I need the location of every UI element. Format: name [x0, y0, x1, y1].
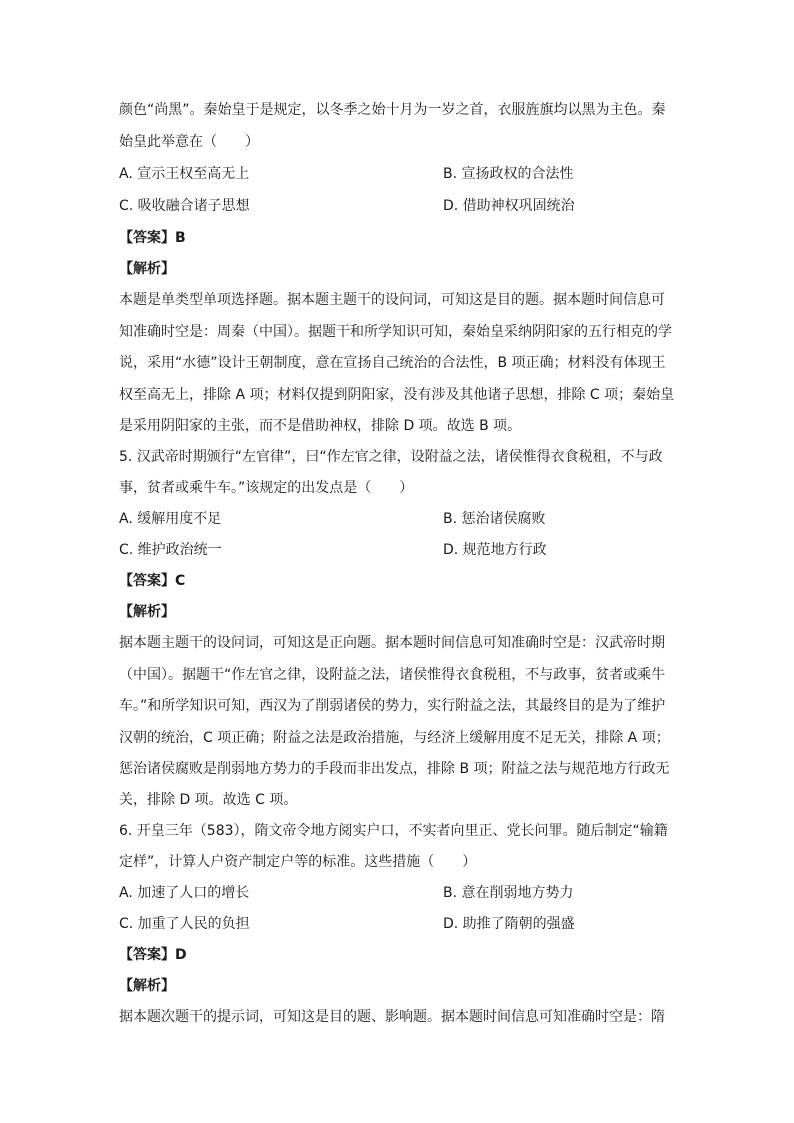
option-d: D. 借助神权巩固统治 [443, 198, 575, 214]
analysis-label: 【解析】 [119, 978, 175, 994]
analysis-line: 车。”和所学知识可知，西汉为了削弱诸侯的势力，实行附益之法，其最终目的是为了维护 [119, 698, 666, 714]
option-c: C. 吸收融合诸子思想 [119, 198, 250, 214]
question-5-stem: 5. 汉武帝时期颁行“左官律”，曰“作左官之律，设附益之法，诸侯惟得衣食税租，不与政 [119, 449, 663, 465]
option-b: B. 意在削弱地方势力 [443, 885, 574, 901]
option-a: A. 加速了人口的增长 [119, 885, 250, 901]
option-d: D. 助推了隋朝的强盛 [443, 916, 575, 932]
analysis-line: 据本题主题干的设问词，可知这是正向题。据本题时间信息可知准确时空是：汉武帝时期 [119, 635, 665, 651]
analysis-line: 本题是单类型单项选择题。据本题主题干的设问词，可知这是目的题。据本题时间信息可 [119, 292, 665, 308]
analysis-label: 【解析】 [119, 604, 175, 620]
question-6-stem: 6. 开皇三年（583），隋文帝令地方阅实户口，不实者向里正、党长问罪。随后制定“输籍 [119, 823, 668, 839]
stem-line: 颜色“尚黑”。秦始皇于是规定，以冬季之始十月为一岁之首，衣服旌旗均以黑为主色。秦 [119, 102, 666, 118]
analysis-line: 说，采用“水德”设计王朝制度，意在宣扬自己统治的合法性，B 项正确；材料没有体现王 [119, 355, 666, 371]
analysis-line: 知准确时空是：周秦（中国）。据题干和所学知识可知，秦始皇采纳阴阳家的五行相克的学 [119, 324, 672, 340]
option-c: C. 加重了人民的负担 [119, 916, 250, 932]
option-b: B. 惩治诸侯腐败 [443, 511, 546, 527]
analysis-line: 据本题次题干的提示词，可知这是目的题、影响题。据本题时间信息可知准确时空是：隋 [119, 1009, 665, 1025]
analysis-line: 惩治诸侯腐败是削弱地方势力的手段而非出发点，排除 B 项；附益之法与规范地方行政无 [119, 761, 670, 777]
analysis-line: 汉朝的统治，C 项正确；附益之法是政治措施，与经济上缓解用度不足无关，排除 A 项； [119, 730, 670, 746]
answer-label: 【答案】B [119, 230, 186, 246]
option-b: B. 宣扬政权的合法性 [443, 166, 574, 182]
question-5-stem: 事，贫者或乘牛车。”该规定的出发点是（ ） [119, 480, 414, 496]
answer-label: 【答案】C [119, 573, 186, 589]
stem-line: 始皇此举意在（ ） [119, 134, 259, 150]
analysis-line: 是采用阴阳家的主张，而不是借助神权，排除 D 项。故选 B 项。 [119, 418, 522, 434]
option-a: A. 缓解用度不足 [119, 511, 222, 527]
analysis-line: （中国）。据题干“作左官之律，设附益之法，诸侯惟得衣食税租，不与政事，贫者或乘牛 [119, 667, 666, 683]
answer-label: 【答案】D [119, 947, 187, 963]
option-a: A. 宣示王权至高无上 [119, 166, 250, 182]
analysis-label: 【解析】 [119, 261, 175, 277]
option-c: C. 维护政治统一 [119, 542, 222, 558]
option-d: D. 规范地方行政 [443, 542, 547, 558]
analysis-line: 权至高无上，排除 A 项；材料仅提到阴阳家，没有涉及其他诸子思想，排除 C 项；秦始皇 [119, 387, 675, 403]
question-6-stem: 定样”，计算人户资产制定户等的标准。这些措施（ ） [119, 854, 477, 870]
analysis-line: 关，排除 D 项。故选 C 项。 [119, 792, 298, 808]
